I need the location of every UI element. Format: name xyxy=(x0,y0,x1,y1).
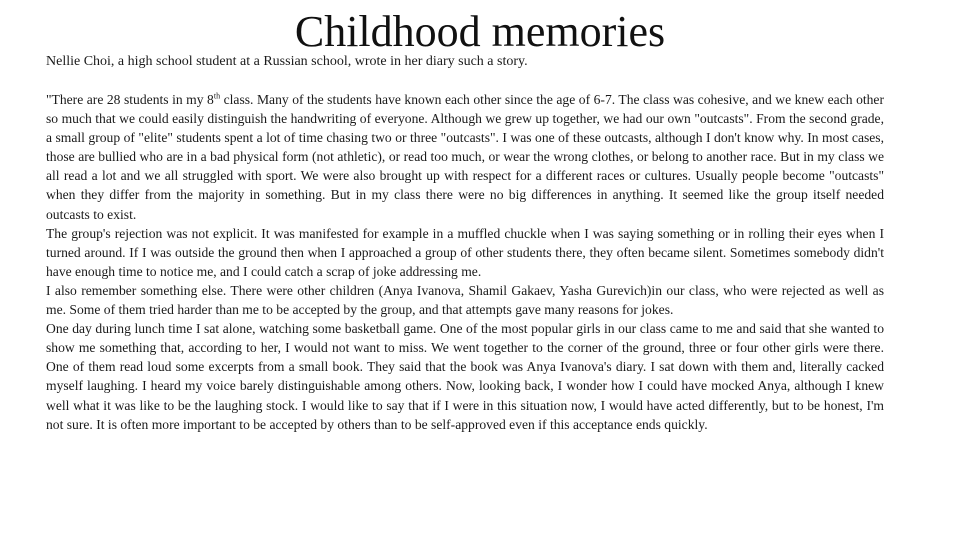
story-paragraph-1-rest: class. Many of the students have known each other since the age of 6-7. The class was cohesive, and we knew each other so much that we could easily distinguish the handwriting of everyone. Although we grew up together, we had our own "outcasts". From the second grade, a small group of "elite" students spent a lot of time chasing two or three "outcasts". I was one of these outcasts, although I don't know why. In most cases, those are bullied who are in a bad physical form (not athletic), or read too much, or wear the wrong clothes, or belong to another race. But in my class we all read a lot and we all struggled with sport. We were also brought up with respect for a different races or cultures. Usually people become "outcasts" when they differ from the majority in something. But in my class there were no big differences in anything. It seemed like the group itself needed outcasts to exist. xyxy=(46,92,884,222)
page-title: Childhood memories xyxy=(294,7,666,56)
story-paragraph-4: One day during lunch time I sat alone, watching some basketball game. One of the most popular girls in our class came to me and said that she wanted to show me something that, according to her, I would not want to miss. We went together to the corner of the ground, three or four other girls were there. One of them read loud some excerpts from a small book. They said that the book was Anya Ivanova's diary. I sat down with them and, literally cacked myself laughing. I heard my voice barely distinguishable among others. Now, looking back, I wonder how I could have mocked Anya, although I knew well what it was like to be the laughing stock. I would like to say that if I were in this situation now, I would have acted differently, but to be honest, I'm not sure. It is often more important to be accepted by others than to be self-approved even if this acceptance ends quickly. xyxy=(46,321,884,432)
story-paragraph-1-start: "There are 28 students in my 8 xyxy=(46,92,214,107)
ordinal-suffix: th xyxy=(213,91,221,101)
intro-text: Nellie Choi, a high school student at a Russian school, wrote in her diary such a story. xyxy=(46,54,528,69)
story-body xyxy=(46,90,884,434)
story-paragraph-2: The group's rejection was not explicit. It was manifested for example in a muffled chuckle when I was saying something or in rolling their eyes when I turned around. If I was outside the ground then when I approached a group of other students there, they often became silent. Sometimes somebody didn't have enough time to notice me, and I could catch a scrap of joke addressing me. xyxy=(46,225,884,279)
story-paragraph-1 xyxy=(46,90,884,224)
story-paragraph-3: I also remember something else. There were other children (Anya Ivanova, Shamil Gakaev, Yasha Gurevich)in our class, who were rejected as well as me. Some of them tried harder than me to be accepted by the group, and that attempts gave many reasons for jokes. xyxy=(46,282,884,318)
